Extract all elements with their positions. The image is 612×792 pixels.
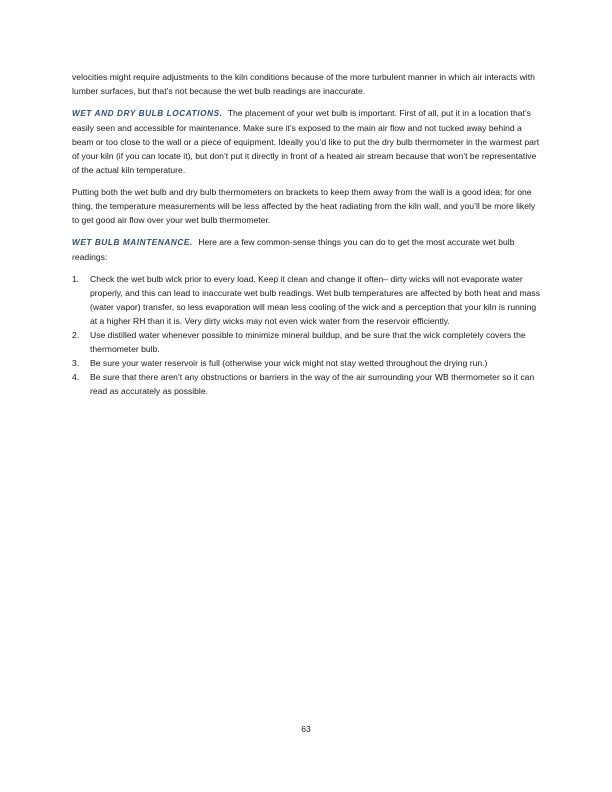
- list-item-number: 3.: [72, 358, 80, 368]
- list-item-text: Check the wet bulb wick prior to every load. Keep it clean and change it often– dirty wicks will not evaporate water properly, and this can lead to inaccurate wet bulb readings. Wet bulb temperatures are affected by both heat and mass (water vapor) transfer, so less evaporation will mean less cooling of the wick and a perception that your kiln is running at a higher RH than it is. Very dirty wicks may not even wick water from the reservoir efficiently.: [90, 274, 541, 326]
- page-number: 63: [301, 724, 311, 734]
- list-item-number: 4.: [72, 372, 80, 382]
- list-item: [72, 328, 544, 356]
- paragraph-continuation: velocities might require adjustments to the kiln conditions because of the more turbulent manner in which air interacts with lumber surfaces, but that’s not because the wet bulb readings are inaccurate.: [72, 72, 535, 96]
- list-item: [72, 272, 544, 328]
- section-heading-bulb-locations: WET AND DRY BULB LOCATIONS.: [72, 109, 223, 118]
- paragraph-brackets: Putting both the wet bulb and dry bulb thermometers on brackets to keep them away from the wall is a good idea; for one thing, the temperature measurements will be less affected by the heat radiating from the kiln wall, and you’ll be more likely to get good air flow over your wet bulb thermometer.: [72, 187, 536, 225]
- paragraph-bulb-maintenance: [72, 235, 544, 264]
- list-item-number: 2.: [72, 330, 80, 340]
- list-item: [72, 370, 544, 398]
- paragraph-text: The placement of your wet bulb is important. First of all, put it in a location that’s easily seen and accessible for maintenance. Make sure it’s exposed to the main air flow and not tucked away behind a beam or too close to the wall or a piece of equipment. Ideally you’d like to put the dry bulb thermometer in the warmest part of your kiln (if you can locate it), but don’t put it directly in front of a heated air stream because that won’t be representative of the actual kiln temperature.: [72, 108, 540, 175]
- page-content: [72, 70, 544, 398]
- paragraph-text: Here are a few common-sense things you can do to get the most accurate wet bulb readings:: [72, 237, 515, 262]
- list-item-text: Be sure your water reservoir is full (otherwise your wick might not stay wetted throughout the drying run.): [90, 358, 488, 368]
- list-item-text: Use distilled water whenever possible to minimize mineral buildup, and be sure that the wick completely covers the thermometer bulb.: [90, 330, 526, 354]
- maintenance-list: [72, 272, 544, 398]
- list-item-text: Be sure that there aren’t any obstructions or barriers in the way of the air surrounding your WB thermometer so it can read as accurately as possible.: [90, 372, 535, 396]
- list-item: [72, 356, 544, 370]
- section-heading-bulb-maintenance: WET BULB MAINTENANCE.: [72, 238, 193, 247]
- paragraph-bulb-locations: [72, 106, 544, 177]
- list-item-number: 1.: [72, 274, 80, 284]
